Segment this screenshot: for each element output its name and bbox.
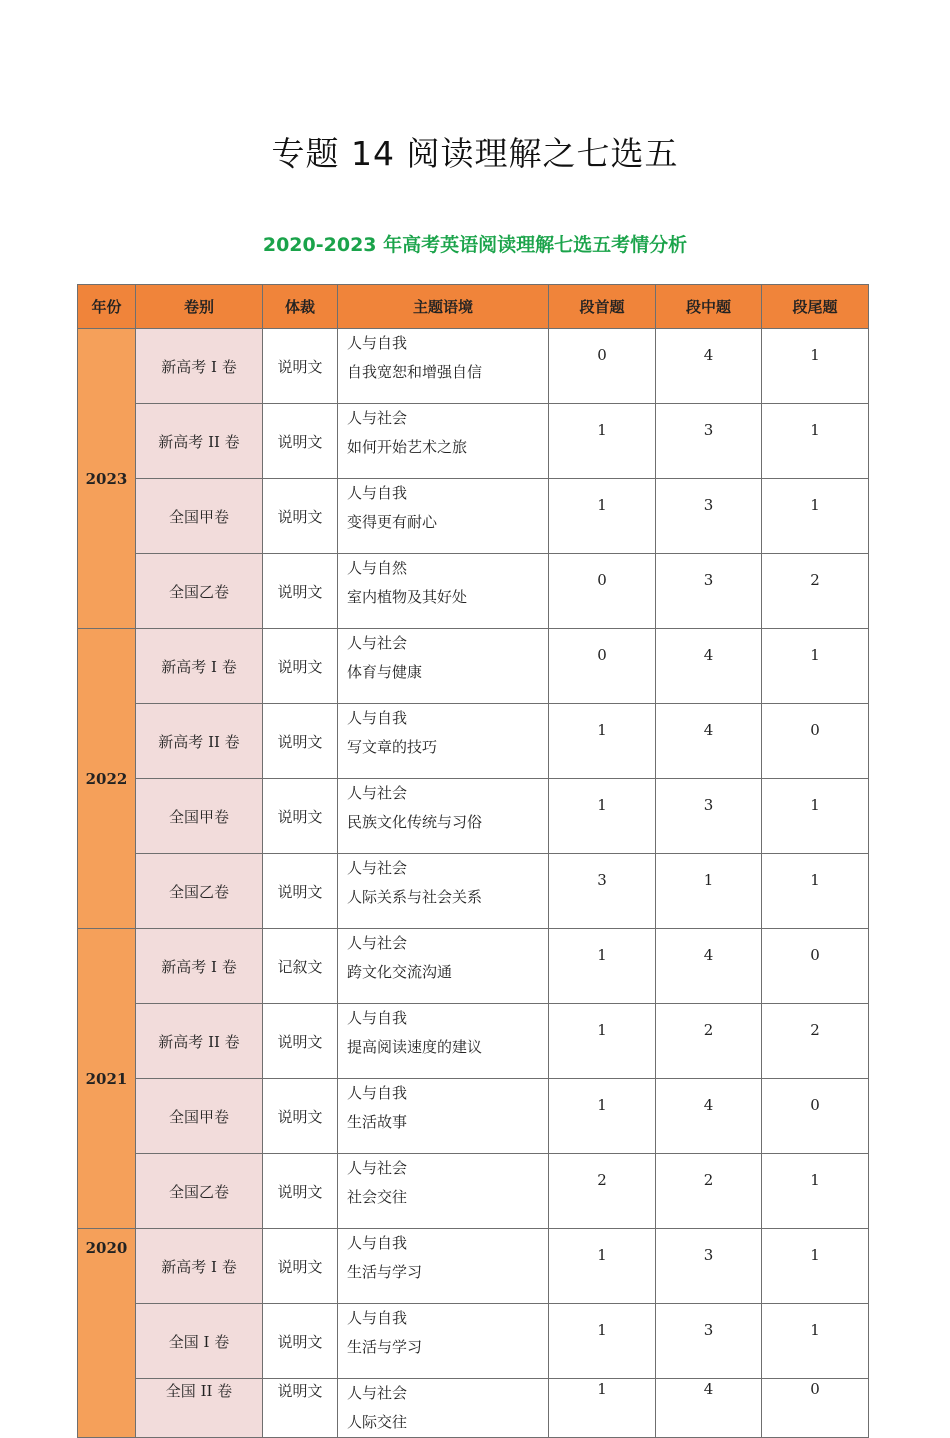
theme-cell: [338, 929, 549, 1004]
last-para-count: 2: [762, 554, 869, 629]
paper-cell: 新高考 II 卷: [136, 704, 263, 779]
theme-topic: 写文章的技巧: [347, 738, 438, 756]
paper-cell: 新高考 I 卷: [136, 329, 263, 404]
theme-category: 人与自我: [347, 1309, 408, 1327]
theme-category: 人与社会: [347, 634, 408, 652]
theme-topic: 人际关系与社会关系: [347, 888, 483, 906]
first-para-count: 3: [549, 854, 656, 929]
theme-category: 人与社会: [347, 409, 408, 427]
theme-cell: [338, 1004, 549, 1079]
paper-cell: 新高考 I 卷: [136, 629, 263, 704]
paper-cell: 新高考 II 卷: [136, 1004, 263, 1079]
theme-cell: [338, 554, 549, 629]
first-para-count: 1: [549, 779, 656, 854]
table-row: [78, 329, 869, 404]
paper-cell: 全国乙卷: [136, 854, 263, 929]
theme-cell: [338, 1304, 549, 1379]
year-cell: 2022: [78, 629, 136, 929]
middle-para-count: 3: [656, 1304, 762, 1379]
theme-topic: 如何开始艺术之旅: [347, 438, 468, 456]
theme-category: 人与社会: [347, 934, 408, 952]
first-para-count: 1: [549, 479, 656, 554]
genre-cell: 说明文: [263, 854, 338, 929]
table-row: [78, 554, 869, 629]
last-para-count: 1: [762, 629, 869, 704]
table-row: [78, 1379, 869, 1438]
theme-topic: 生活与学习: [347, 1263, 423, 1281]
header-last-para: 段尾题: [762, 285, 869, 329]
theme-category: 人与自我: [347, 484, 408, 502]
theme-category: 人与社会: [347, 784, 408, 802]
theme-topic: 人际交往: [347, 1413, 408, 1431]
table-row: [78, 479, 869, 554]
table-row: [78, 1154, 869, 1229]
table-row: [78, 404, 869, 479]
last-para-count: 1: [762, 1229, 869, 1304]
genre-cell: 说明文: [263, 1154, 338, 1229]
middle-para-count: 4: [656, 329, 762, 404]
last-para-count: 1: [762, 779, 869, 854]
first-para-count: 1: [549, 704, 656, 779]
theme-topic: 社会交往: [347, 1188, 408, 1206]
middle-para-count: 2: [656, 1154, 762, 1229]
year-cell: 2020: [78, 1229, 136, 1438]
year-cell: 2023: [78, 329, 136, 629]
theme-category: 人与自我: [347, 1234, 408, 1252]
first-para-count: 1: [549, 1229, 656, 1304]
header-middle-para: 段中题: [656, 285, 762, 329]
last-para-count: 1: [762, 404, 869, 479]
year-cell: 2021: [78, 929, 136, 1229]
genre-cell: 说明文: [263, 1079, 338, 1154]
last-para-count: 0: [762, 704, 869, 779]
paper-cell: 新高考 I 卷: [136, 929, 263, 1004]
middle-para-count: 2: [656, 1004, 762, 1079]
table-row: [78, 629, 869, 704]
genre-cell: 说明文: [263, 554, 338, 629]
table-row: [78, 1079, 869, 1154]
middle-para-count: 4: [656, 1379, 762, 1438]
header-theme: 主题语境: [338, 285, 549, 329]
theme-cell: [338, 479, 549, 554]
last-para-count: 1: [762, 479, 869, 554]
middle-para-count: 3: [656, 404, 762, 479]
paper-cell: 新高考 I 卷: [136, 1229, 263, 1304]
theme-cell: [338, 1379, 549, 1438]
theme-category: 人与社会: [347, 1384, 408, 1402]
genre-cell: 说明文: [263, 479, 338, 554]
last-para-count: 2: [762, 1004, 869, 1079]
last-para-count: 1: [762, 329, 869, 404]
last-para-count: 1: [762, 1304, 869, 1379]
middle-para-count: 3: [656, 554, 762, 629]
paper-cell: 全国 I 卷: [136, 1304, 263, 1379]
theme-cell: [338, 1154, 549, 1229]
last-para-count: 0: [762, 1379, 869, 1438]
genre-cell: 说明文: [263, 329, 338, 404]
theme-cell: [338, 779, 549, 854]
header-genre: 体裁: [263, 285, 338, 329]
genre-cell: 说明文: [263, 779, 338, 854]
last-para-count: 0: [762, 929, 869, 1004]
theme-topic: 室内植物及其好处: [347, 588, 468, 606]
genre-cell: 说明文: [263, 704, 338, 779]
theme-category: 人与社会: [347, 1159, 408, 1177]
first-para-count: 0: [549, 329, 656, 404]
table-row: [78, 1004, 869, 1079]
header-first-para: 段首题: [549, 285, 656, 329]
paper-cell: 全国乙卷: [136, 554, 263, 629]
first-para-count: 1: [549, 404, 656, 479]
genre-cell: 说明文: [263, 404, 338, 479]
paper-cell: 新高考 II 卷: [136, 404, 263, 479]
middle-para-count: 3: [656, 779, 762, 854]
middle-para-count: 3: [656, 479, 762, 554]
theme-category: 人与自我: [347, 1009, 408, 1027]
theme-topic: 体育与健康: [347, 663, 423, 681]
page-title: 专题 14 阅读理解之七选五: [271, 134, 679, 173]
theme-cell: [338, 329, 549, 404]
genre-cell: 说明文: [263, 1304, 338, 1379]
theme-topic: 民族文化传统与习俗: [347, 813, 483, 831]
theme-topic: 自我宽恕和增强自信: [347, 363, 483, 381]
theme-category: 人与自我: [347, 709, 408, 727]
theme-cell: [338, 704, 549, 779]
middle-para-count: 4: [656, 1079, 762, 1154]
table-subtitle: 2020-2023 年高考英语阅读理解七选五考情分析: [262, 234, 688, 256]
theme-topic: 变得更有耐心: [347, 513, 438, 531]
first-para-count: 1: [549, 1379, 656, 1438]
middle-para-count: 4: [656, 629, 762, 704]
first-para-count: 0: [549, 629, 656, 704]
theme-cell: [338, 1079, 549, 1154]
theme-category: 人与自我: [347, 1084, 408, 1102]
theme-cell: [338, 1229, 549, 1304]
table-row: [78, 779, 869, 854]
paper-cell: 全国甲卷: [136, 479, 263, 554]
theme-cell: [338, 854, 549, 929]
first-para-count: 1: [549, 1004, 656, 1079]
theme-topic: 生活故事: [347, 1113, 408, 1131]
first-para-count: 2: [549, 1154, 656, 1229]
header-paper: 卷别: [136, 285, 263, 329]
paper-cell: 全国甲卷: [136, 779, 263, 854]
first-para-count: 1: [549, 929, 656, 1004]
theme-cell: [338, 629, 549, 704]
genre-cell: 说明文: [263, 1004, 338, 1079]
middle-para-count: 3: [656, 1229, 762, 1304]
middle-para-count: 1: [656, 854, 762, 929]
theme-category: 人与自然: [347, 559, 408, 577]
table-row: [78, 704, 869, 779]
genre-cell: 说明文: [263, 1229, 338, 1304]
last-para-count: 1: [762, 1154, 869, 1229]
table-row: [78, 1229, 869, 1304]
genre-cell: 说明文: [263, 629, 338, 704]
header-year: 年份: [78, 285, 136, 329]
last-para-count: 1: [762, 854, 869, 929]
genre-cell: 说明文: [263, 1379, 338, 1438]
middle-para-count: 4: [656, 929, 762, 1004]
table-row: [78, 854, 869, 929]
theme-category: 人与自我: [347, 334, 408, 352]
theme-topic: 跨文化交流沟通: [347, 963, 453, 981]
table-row: [78, 1304, 869, 1379]
paper-cell: 全国乙卷: [136, 1154, 263, 1229]
middle-para-count: 4: [656, 704, 762, 779]
theme-topic: 生活与学习: [347, 1338, 423, 1356]
theme-category: 人与社会: [347, 859, 408, 877]
theme-cell: [338, 404, 549, 479]
analysis-table: [77, 284, 869, 1438]
paper-cell: 全国甲卷: [136, 1079, 263, 1154]
first-para-count: 1: [549, 1304, 656, 1379]
paper-cell: 全国 II 卷: [136, 1379, 263, 1438]
theme-topic: 提高阅读速度的建议: [347, 1038, 483, 1056]
first-para-count: 1: [549, 1079, 656, 1154]
last-para-count: 0: [762, 1079, 869, 1154]
table-header-row: [78, 285, 869, 329]
first-para-count: 0: [549, 554, 656, 629]
genre-cell: 记叙文: [263, 929, 338, 1004]
table-row: [78, 929, 869, 1004]
